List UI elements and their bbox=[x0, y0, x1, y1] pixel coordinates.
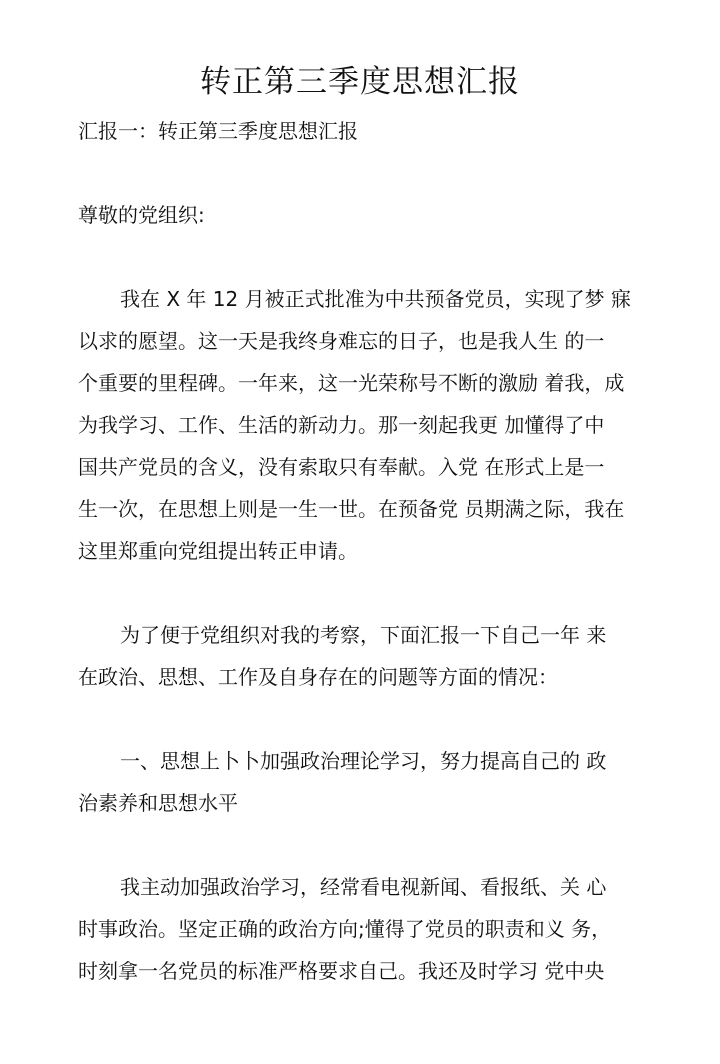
paragraph-line: 国共产党员的含义，没有索取只有奉献。入党 在形式上是一 bbox=[78, 455, 605, 479]
paragraph-line: 为我学习、工作、生活的新动力。那一刻起我更 加懂得了中 bbox=[78, 413, 605, 437]
paragraph-line: 我主动加强政治学习，经常看电视新闻、看报纸、关 心 bbox=[120, 875, 607, 899]
paragraph-line: 时事政治。坚定正确的政治方向;懂得了党员的职责和义 务， bbox=[78, 917, 612, 941]
paragraph-line: 这里郑重向党组提出转正申请。 bbox=[78, 539, 358, 563]
paragraph-line: 我在 X 年 12 月被正式批准为中共预备党员，实现了梦 寐 bbox=[120, 287, 631, 311]
salutation: 尊敬的党组织: bbox=[78, 203, 205, 227]
document-title: 转正第三季度思想汇报 bbox=[200, 64, 520, 100]
paragraph-line: 以求的愿望。这一天是我终身难忘的日子，也是我人生 的一 bbox=[78, 329, 605, 353]
document-subtitle: 汇报一：转正第三季度思想汇报 bbox=[78, 119, 358, 143]
section-heading-line: 一、思想上卜卜加强政治理论学习，努力提高自己的 政 bbox=[120, 749, 607, 773]
paragraph-line: 个重要的里程碑。一年来，这一光荣称号不断的激励 着我，成 bbox=[78, 371, 625, 395]
paragraph-line: 为了便于党组织对我的考察，下面汇报一下自己一年 来 bbox=[120, 623, 607, 647]
paragraph-line: 生一次，在思想上则是一生一世。在预备党 员期满之际，我在 bbox=[78, 497, 625, 521]
section-heading-line: 治素养和思想水平 bbox=[78, 791, 238, 815]
paragraph-line: 时刻拿一名党员的标准严格要求自己。我还及时学习 党中央 bbox=[78, 959, 605, 983]
paragraph-line: 在政治、思想、工作及自身存在的问题等方面的情况： bbox=[78, 665, 558, 689]
